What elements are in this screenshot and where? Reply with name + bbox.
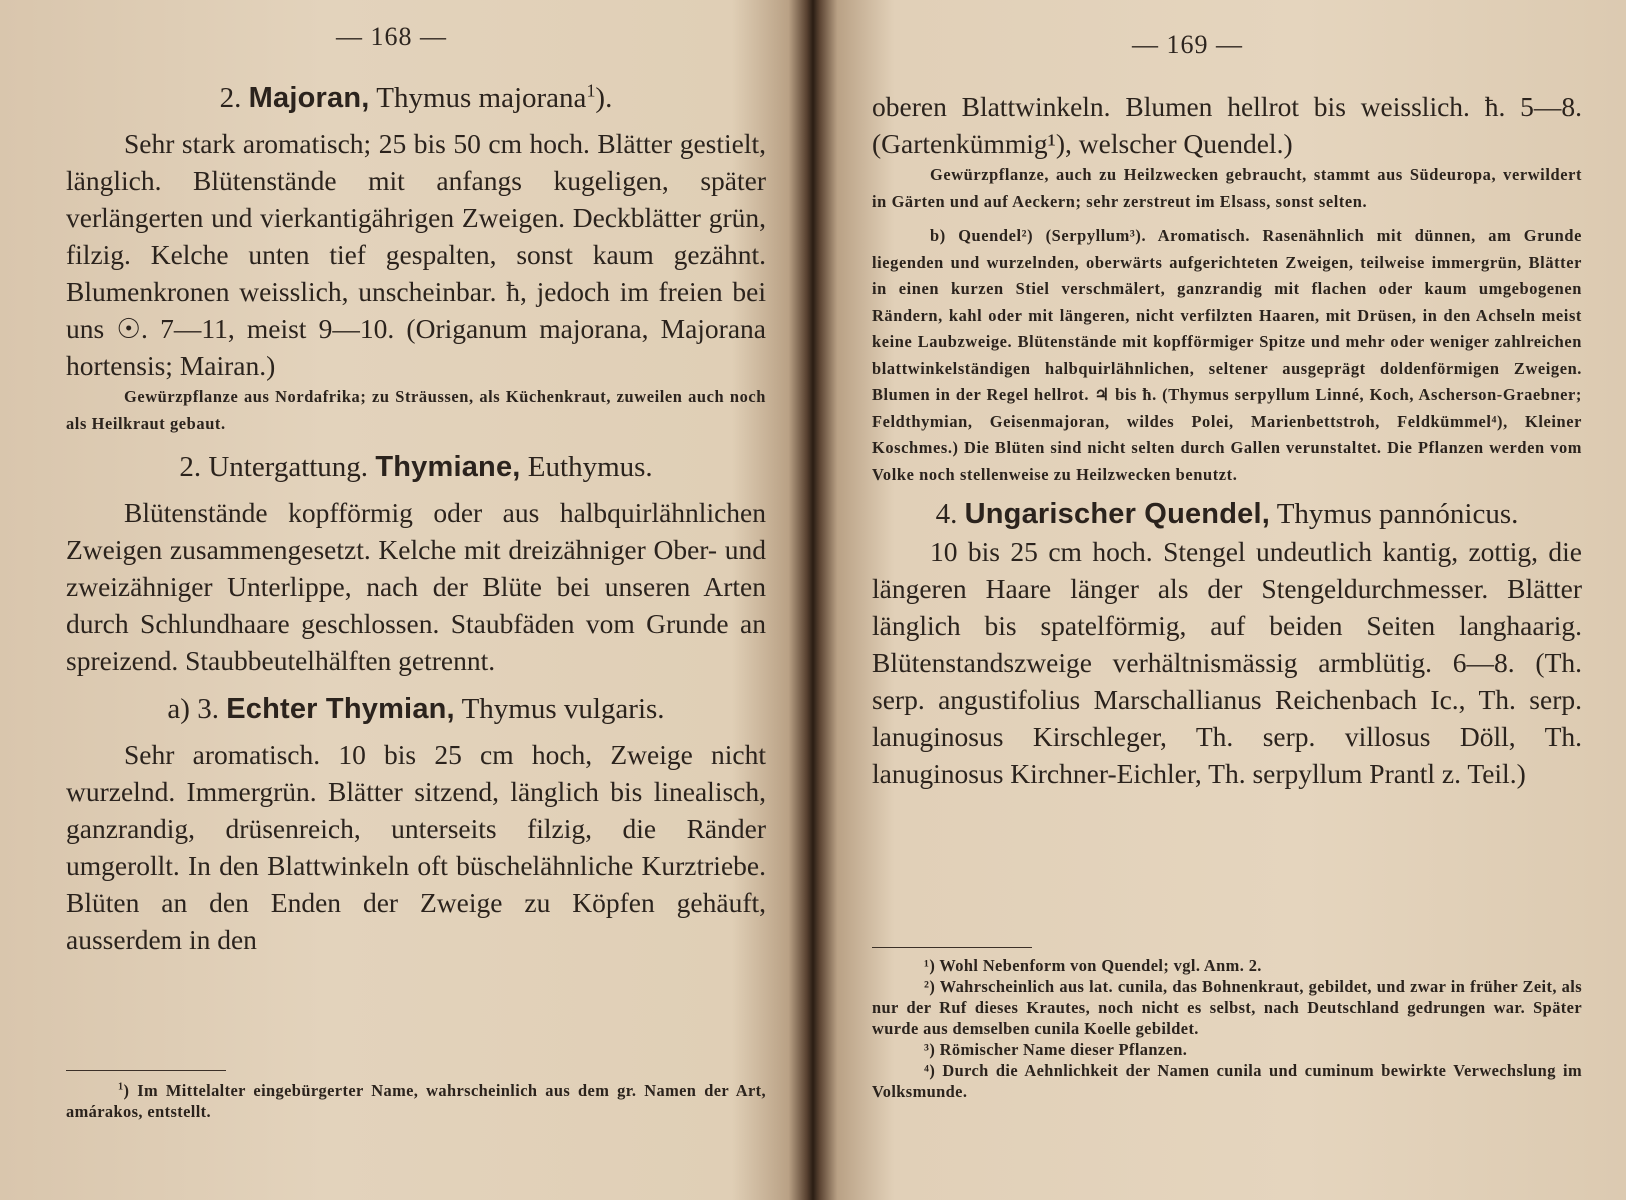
heading-number: a) 3. bbox=[167, 693, 219, 725]
heading-number: 2. Untergattung. bbox=[179, 451, 369, 483]
page-number: — 169 — bbox=[1132, 30, 1243, 59]
footnote-rule bbox=[66, 1070, 226, 1071]
species-heading: 2. Majoran, Thymus majorana$^1$). bbox=[219, 80, 613, 114]
heading-latin: Thymus vulgaris. bbox=[461, 693, 665, 725]
footnote: ²) Wahrscheinlich aus lat. cunila, das Bohnenkraut, gebildet, und zwar in früher Zeit, als nur der Ruf dieses Krautes, noch nicht es selbst, nach Deutschland gedrungen war. Später wurde aus demselben cunila Koelle gebildet. bbox=[872, 977, 1582, 1038]
footnotes bbox=[66, 1080, 766, 1122]
heading-number: 4. bbox=[935, 498, 958, 530]
description-paragraph: Sehr aromatisch. 10 bis 25 cm hoch, Zweige nicht wurzelnd. Immergrün. Blätter sitzend, länglich bis linealisch, ganzrandig, drüsenreich, unterseits filzig, die Ränder umgerollt. In den Blattwinkeln oft büschelähnliche Kurztriebe. Blüten an den Enden der Zweige zu Köpfen gehäuft, ausserdem in den bbox=[66, 739, 766, 955]
footnote: ⁴) Durch die Aehnlichkeit der Namen cunila und cuminum bewirkte Verwechslung im Volksmunde. bbox=[872, 1061, 1582, 1101]
heading-latin: Thymus majorana bbox=[376, 82, 587, 114]
page-body bbox=[872, 88, 1582, 792]
left-page bbox=[0, 0, 806, 1200]
footnote-ref: 1 bbox=[586, 80, 596, 101]
description-paragraph: Sehr stark aromatisch; 25 bis 50 cm hoch. Blätter gestielt, länglich. Blütenstände mit anfangs kugeligen, später verlängerten und vierkantigährigen Zweigen. Deckblätter grün, filzig. Kelche unten tief gespalten, sonst kaum gezähnt. Blumenkronen weisslich, unscheinbar. ħ, jedoch im freien bei uns ☉. 7—11, meist 9—10. (Origanum majorana, Majorana hortensis; Mairan.) bbox=[66, 128, 766, 381]
note-paragraph: b) Quendel²) (Serpyllum³). Aromatisch. Rasenähnlich mit dünnen, am Grunde liegenden und wurzelnden, oberwärts aufgerichteten Zweigen, teilweise immergrün, Blätter in einen kurzen Stiel verschmälert, ganzrandig mit flachen oder kaum umgebogenen Rändern, kahl oder mit längeren, nicht verfilzten Haaren, mit Drüsen, in den Achseln meist keine Laubzweige. Blütenstände mit kopfförmiger Spitze und mehr oder weniger zahlreichen blattwinkelständigen halbquirlähnlichen, seltener ausgeprägt doldenförmigen Zweigen. Blumen in der Regel hellrot. ♃ bis ħ. (Thymus serpyllum Linné, Koch, Ascherson-Graebner; Feldthymian, Geisenmajoran, wildes Polei, Marienbettstroh, Feldkümmel⁴), Kleiner Koschmes.) Die Blüten sind nicht selten durch Gallen verunstaltet. Die Pflanzen werden vom Volke noch stellenweise zu Heilzwecken benutzt. bbox=[872, 226, 1582, 484]
page-body bbox=[66, 80, 766, 958]
footnote: $^1$) Im Mittelalter eingebürgerter Name, wahrscheinlich aus dem gr. Namen der Art, amárakos, entstellt. bbox=[66, 1081, 766, 1121]
heading-name: Majoran, bbox=[248, 82, 370, 114]
footnote-rule bbox=[872, 947, 1032, 948]
heading-name: Echter Thymian, bbox=[226, 693, 455, 725]
heading-latin: Euthymus. bbox=[527, 451, 653, 483]
heading-latin: Thymus pannónicus. bbox=[1276, 498, 1519, 530]
heading-name: Ungarischer Quendel, bbox=[964, 498, 1270, 530]
species-heading bbox=[872, 496, 1582, 533]
heading-number: 2. bbox=[219, 82, 242, 114]
description-paragraph: 10 bis 25 cm hoch. Stengel undeutlich kantig, zottig, die längeren Haare länger als der Stengeldurchmesser. Blätter länglich bis spatelförmig, auf beiden Seiten langhaarig. Blütenstandszweige verhältnismässig armblütig. 6—8. (Th. serp. angustifolius Marschallianus Reichenbach Ic., Th. serp. lanuginosus Kirschleger, Th. serp. villosus Döll, Th. lanuginosus Kirchner-Eichler, Th. serpyllum Prantl z. Teil.) bbox=[872, 536, 1582, 789]
footnote: ¹) Wohl Nebenform von Quendel; vgl. Anm. 2. bbox=[924, 956, 1262, 975]
right-page bbox=[820, 0, 1626, 1200]
subgenus-heading bbox=[66, 449, 766, 486]
note-paragraph: Gewürzpflanze aus Nordafrika; zu Sträussen, als Küchenkraut, zuweilen auch noch als Heilkraut gebaut. bbox=[66, 387, 766, 433]
species-heading bbox=[66, 691, 766, 728]
footnotes bbox=[872, 955, 1582, 1102]
heading-name: Thymiane, bbox=[375, 451, 521, 483]
note-paragraph: Gewürzpflanze, auch zu Heilzwecken gebraucht, stammt aus Südeuropa, verwildert in Gärten und auf Aeckern; sehr zerstreut im Elsass, sonst selten. bbox=[872, 165, 1582, 211]
description-paragraph: Blütenstände kopfförmig oder aus halbquirlähnlichen Zweigen zusammengesetzt. Kelche mit dreizähniger Ober- und zweizähniger Unterlippe, nach der Blüte bei unseren Arten durch Schlundhaare geschlossen. Staubfäden vom Grunde an spreizend. Staubbeutelhälften getrennt. bbox=[66, 497, 766, 676]
description-paragraph: oberen Blattwinkeln. Blumen hellrot bis weisslich. ħ. 5—8. (Gartenkümmig¹), welscher Quendel.) bbox=[872, 91, 1582, 159]
footnote: ³) Römischer Name dieser Pflanzen. bbox=[924, 1040, 1188, 1059]
page-number: — 168 — bbox=[336, 22, 447, 51]
